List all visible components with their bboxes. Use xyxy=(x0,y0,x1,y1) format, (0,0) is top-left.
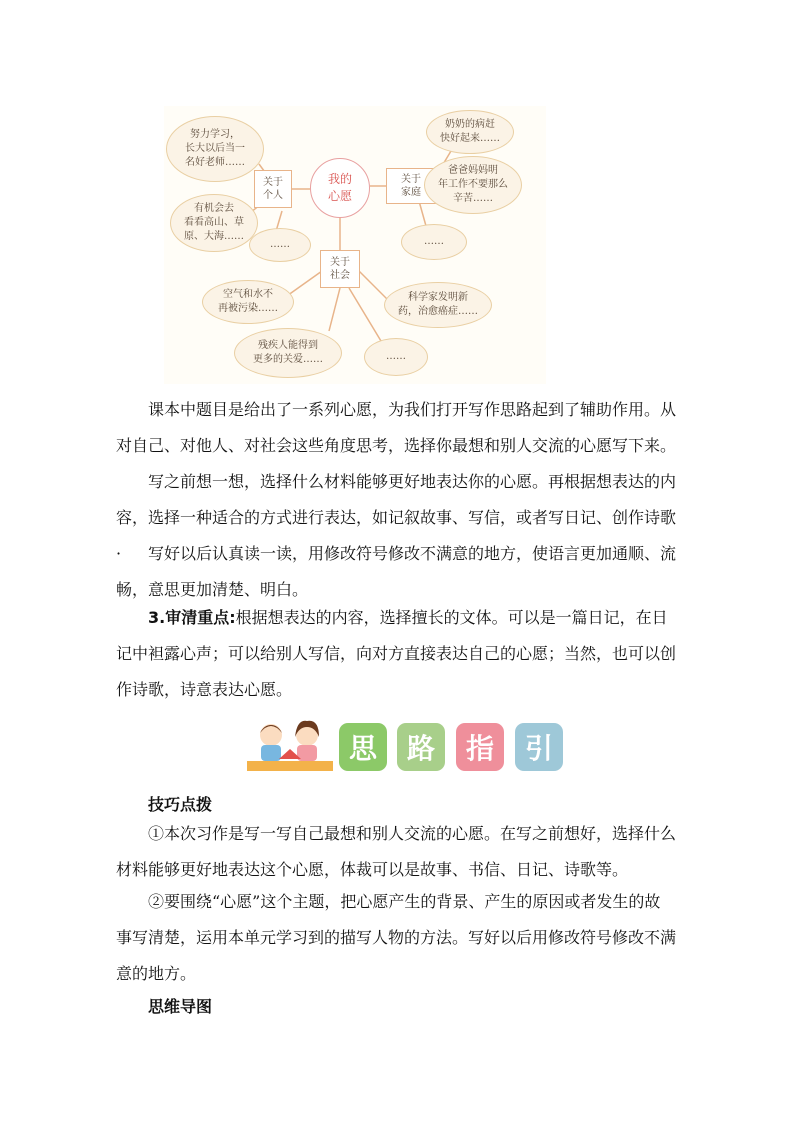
mindmap-center: 我的 心愿 xyxy=(310,158,370,218)
bubble-scientist: 科学家发明新 药，治愈癌症…… xyxy=(384,282,492,328)
bubble-study: 努力学习， 长大以后当一 名好老师…… xyxy=(166,116,264,182)
bubble-society-more: …… xyxy=(364,338,428,376)
bubble-disabled: 残疾人能得到 更多的关爱…… xyxy=(234,328,342,378)
bubble-travel: 有机会去 看看高山、草 原、大海…… xyxy=(170,194,258,252)
section-banner xyxy=(245,715,570,775)
banner-tile-3: 指 xyxy=(456,723,504,771)
topic-personal: 关于 个人 xyxy=(254,170,292,208)
paragraph-1: 课本中题目是给出了一系列心愿，为我们打开写作思路起到了辅助作用。从对自己、对他人、对社会这些角度思考，选择你最想和别人交流的心愿写下来。 xyxy=(116,400,677,455)
paragraph-2: 写之前想一想，选择什么材料能够更好地表达你的心愿。再根据想表达的内容，选择一种适合的方式进行表达，如记叙故事、写信，或者写日记、创作诗歌· xyxy=(116,472,677,563)
tip-item-2: ②要围绕“心愿”这个主题，把心愿产生的背景、产生的原因或者发生的故事写清楚，运用本单元学习到的描写人物的方法。写好以后用修改符号修改不满意的地方。 xyxy=(116,892,677,983)
tip-item-1: ①本次习作是写一写自己最想和别人交流的心愿。在写之前想好，选择什么材料能够更好地表达这个心愿，体裁可以是故事、书信、日记、诗歌等。 xyxy=(116,824,677,879)
banner-tile-4: 引 xyxy=(515,723,563,771)
banner-tile-2: 路 xyxy=(397,723,445,771)
paragraph-4 xyxy=(116,600,676,708)
bubble-personal-more: …… xyxy=(249,228,311,262)
focus-text: 根据想表达的内容，选择擅长的文体。可以是一篇日记，在日记中袒露心声；可以给别人写信，向对方直接表达自己的心愿；当然，也可以创作诗歌，诗意表达心愿。 xyxy=(116,608,677,699)
students-reading-illustration xyxy=(245,715,335,775)
topic-family: 关于 家庭 xyxy=(386,168,436,204)
topic-society: 关于 社会 xyxy=(320,250,360,288)
paragraph-3: 写好以后认真读一读，用修改符号修改不满意的地方，使语言更加通顺、流畅，意思更加清楚、明白。 xyxy=(116,544,677,599)
bubble-grandma: 奶奶的病赶 快好起来…… xyxy=(426,110,514,154)
focus-label: 3.审清重点: xyxy=(148,608,236,627)
mindmap-heading: 思维导图 xyxy=(148,997,213,1016)
bubble-family-more: …… xyxy=(401,224,467,260)
bubble-air: 空气和水不 再被污染…… xyxy=(202,280,294,324)
banner-tile-1: 思 xyxy=(339,723,387,771)
mindmap-illustration xyxy=(164,106,546,384)
bubble-parents: 爸爸妈妈明 年工作不要那么 辛苦…… xyxy=(424,156,522,214)
tips-heading: 技巧点拨 xyxy=(148,795,213,814)
